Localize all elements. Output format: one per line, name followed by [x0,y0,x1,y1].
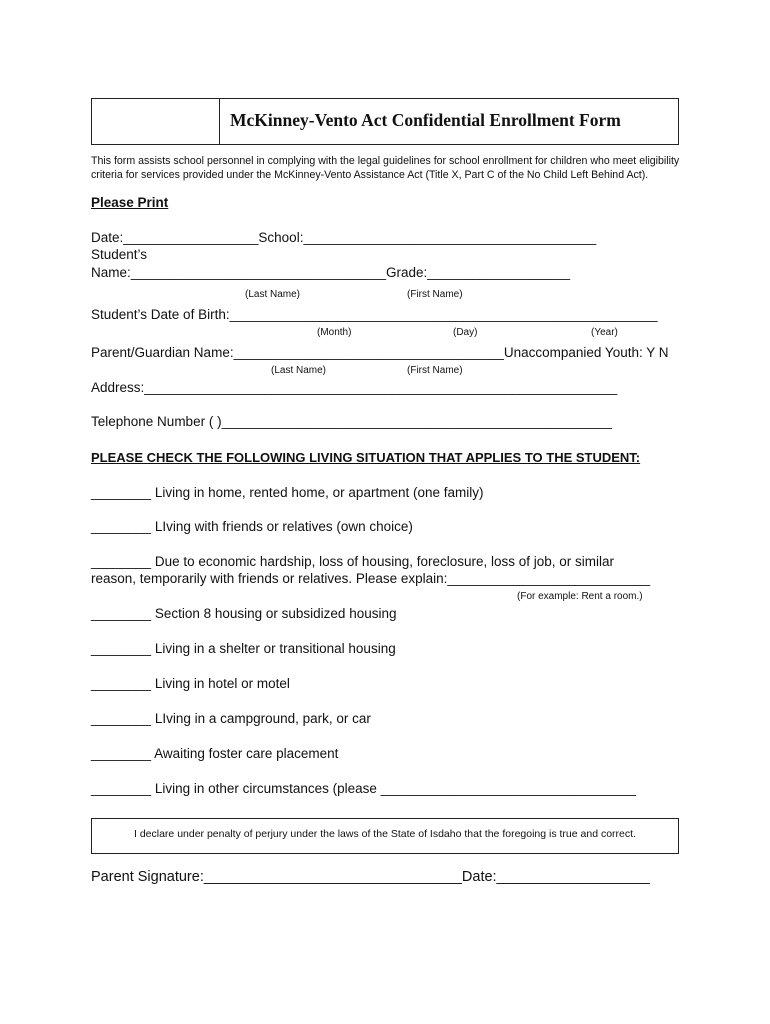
option-other[interactable]: ________ Living in other circumstances (please __________________________________ [91,781,636,796]
form-title: McKinney-Vento Act Confidential Enrollment Form [230,110,621,130]
student-first-name-hint: (First Name) [407,289,463,300]
telephone-field[interactable]: Telephone Number ( )____________________________________________________ [91,414,612,429]
explain-field[interactable]: reason, temporarily with friends or relatives. Please explain:___________________________ [91,571,651,586]
declaration-box [91,818,679,854]
parent-last-name-hint: (Last Name) [271,365,327,376]
day-hint: (Day) [453,327,478,338]
option-hotel-motel[interactable]: ________ Living in hotel or motel [91,676,290,691]
header-logo-cell [92,99,220,144]
option-shelter[interactable]: ________ Living in a shelter or transitional housing [91,641,396,656]
students-label: Student’s [91,247,148,262]
declaration-text: I declare under penalty of perjury under the laws of the State of Isdaho that the foregoing is true and correct. [134,828,636,840]
parent-first-name-hint: (First Name) [407,365,463,376]
option-campground[interactable]: ________ LIving in a campground, park, or car [91,711,371,726]
option-economic-hardship[interactable]: ________ Due to economic hardship, loss of housing, foreclosure, loss of job, or similar [91,554,615,569]
explain-example-hint: (For example: Rent a room.) [517,591,643,602]
living-situation-heading: PLEASE CHECK THE FOLLOWING LIVING SITUATION THAT APPLIES TO THE STUDENT: [91,450,641,465]
please-print-label: Please Print [91,195,169,210]
year-hint: (Year) [591,327,618,338]
address-field[interactable]: Address:_______________________________________________________________ [91,380,618,395]
option-foster-care[interactable]: ________ Awaiting foster care placement [91,746,339,761]
signature-date-field[interactable]: Parent Signature:________________________________Date:___________________ [91,869,650,885]
option-home[interactable]: ________ Living in home, rented home, or apartment (one family) [91,485,484,500]
option-section-8[interactable]: ________ Section 8 housing or subsidized housing [91,606,397,621]
form-header-box [91,98,679,145]
parent-guardian-field[interactable]: Parent/Guardian Name:____________________________________Unaccompanied Youth: Y N [91,345,669,360]
month-hint: (Month) [317,327,352,338]
date-school-field[interactable]: Date:__________________School:_______________________________________ [91,230,597,245]
date-of-birth-field[interactable]: Student’s Date of Birth:_________________________________________________________ [91,307,658,322]
option-friends-own-choice[interactable]: ________ LIving with friends or relatives (own choice) [91,519,413,534]
student-name-grade-field[interactable]: Name:__________________________________Grade:___________________ [91,265,570,280]
form-intro: This form assists school personnel in complying with the legal guidelines for school enrollment for children who meet eligibility criteria for services provided under the McKinney-Vento Assistance Act (Title X, Part C of the No Child Left Behind Act). [91,155,680,181]
student-last-name-hint: (Last Name) [245,289,301,300]
